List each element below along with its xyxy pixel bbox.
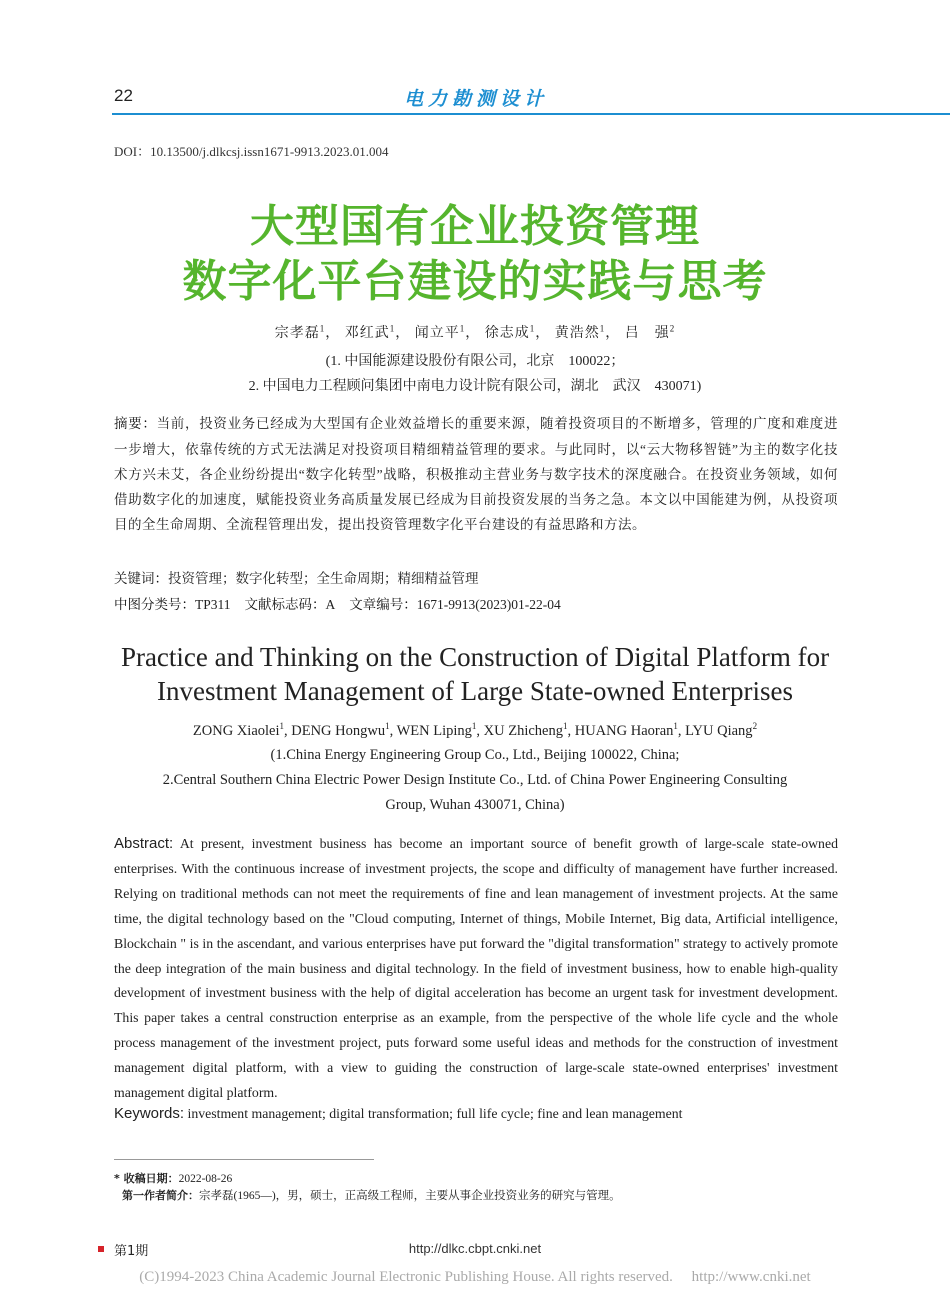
author-zh-sup: 1 (319, 323, 326, 334)
page-number: 22 (114, 86, 133, 105)
article-no-label: 文章编号： (349, 597, 417, 613)
received-value: 2022-08-26 (178, 1173, 233, 1185)
clc-label: 中图分类号： (114, 597, 195, 613)
doc-code-label: 文献标志码： (244, 597, 326, 613)
first-author-label: 第一作者简介： (122, 1189, 199, 1202)
author-zh: 闻立平 (414, 326, 460, 341)
title-zh-line-1: 大型国有企业投资管理 (250, 201, 700, 252)
author-zh: 黄浩然 (554, 326, 600, 341)
classification-line (114, 593, 561, 613)
authors-zh: 宗孝磊$^1$， 邓红武$^1$， 闻立平$^1$， 徐志成$^1$， 黄浩然$^1$， 吕 强$^2$ (274, 323, 676, 341)
footnote-rule (114, 1159, 374, 1160)
footer-url[interactable]: http://dlkc.cbpt.cnki.net (408, 1241, 542, 1256)
title-zh-line-2: 数字化平台建设的实践与思考 (182, 256, 768, 307)
author-en: XU Zhicheng (483, 722, 563, 739)
affiliation-en-3: Group, Wuhan 430071, China) (385, 797, 565, 813)
author-en: HUANG Haoran (574, 722, 674, 739)
keywords-zh-label: 关键词： (114, 571, 168, 587)
author-en-sup: 1 (471, 721, 477, 731)
article-no-value: 1671-9913(2023)01-22-04 (416, 597, 561, 612)
first-author-value: 宗孝磊(1965—)，男，硕士，正高级工程师，主要从事企业投资业务的研究与管理。 (199, 1190, 621, 1202)
authors-en: ZONG Xiaolei$^1$, DENG Hongwu$^1$, WEN Liping$^1$, XU Zhicheng$^1$, HUANG Haoran$^1$, LYU Qiang$^2$ (192, 721, 758, 739)
author-en-sup: 1 (673, 721, 678, 731)
keywords-en-label: Keywords: (114, 1105, 185, 1122)
author-zh: 邓红武 (344, 326, 390, 341)
keywords-en-text: investment management; digital transformation; full life cycle; fine and lean management (187, 1106, 683, 1121)
author-zh: 吕 强 (624, 326, 670, 341)
affiliation-en-1: (1.China Energy Engineering Group Co., Ltd., Beijing 100022, China; (270, 747, 680, 763)
author-en: DENG Hongwu (291, 722, 386, 739)
footnote-received (114, 1170, 232, 1186)
abstract-zh-label: 摘要： (114, 416, 157, 432)
title-en-line-1: Practice and Thinking on the Construction of Digital Platform for (120, 642, 830, 672)
footnote-first-author (122, 1187, 621, 1203)
keywords-zh-text: 投资管理；数字化转型；全生命周期；精细精益管理 (168, 571, 479, 586)
author-en-sup: 1 (279, 721, 284, 731)
issue-number: 第1期 (114, 1244, 149, 1259)
keywords-en (114, 1105, 682, 1122)
abstract-en-text: At present, investment business has become an important source of benefit growth of large-scale state-owned enterprises. With the continuous increase of investment projects, the scope and difficulty of management have further increased. Relying on traditional methods can not meet the requirements of fine and lean management of investment projects. At the same time, the digital technology based on the "Cloud computing, Internet of things, Mobile Internet, Big data, Artificial intelligence, Blockchain " is in the ascendant, and various enterprises have put forward the "digital transformation" strategy to actively promote the deep integration of the main business and digital technology. In the field of investment business, how to enable high-quality development of investment business with the help of digital acceleration has become an urgent task for investment development. This paper takes a central construction enterprise as an example, from the perspective of the whole life cycle and the whole process management of the investment project, puts forward some useful ideas and methods for the construction of investment management digital platform, with a view to guiding the construction of large-scale state-owned enterprises' investment management digital platform. (114, 836, 838, 1101)
author-zh-sup: 1 (389, 323, 396, 334)
doc-code-value: A (325, 597, 336, 612)
journal-name: 电力勘测设计 (404, 88, 549, 110)
author-en-sup: 2 (752, 721, 758, 731)
title-en-line-2: Investment Management of Large State-owned Enterprises (156, 676, 794, 706)
author-zh-sup: 2 (669, 323, 676, 334)
abstract-zh-text: 当前，投资业务已经成为大型国有企业效益增长的重要来源，随着投资项目的不断增多，管理的广度和难度进一步增大，依靠传统的方式无法满足对投资项目精细精益管理的要求。与此同时，以“云大物移智链”为主的数字化技术方兴未艾，各企业纷纷提出“数字化转型”战略，积极推动主营业务与数字技术的深度融合。在投资业务领域，如何借助数字化的加速度，赋能投资业务高质量发展已经成为目前投资发展的当务之急。本文以中国能建为例，从投资项目的全生命周期、全流程管理出发，提出投资管理数字化平台建设的有益思路和方法。 (114, 416, 839, 532)
abstract-en-label: Abstract: (114, 835, 174, 852)
received-label: * 收稿日期： (114, 1172, 179, 1185)
author-zh-sup: 1 (459, 323, 466, 334)
affiliation-zh-2: 2. 中国电力工程顾问集团中南电力设计院有限公司，湖北 武汉 430071) (248, 379, 702, 394)
copyright-watermark: (C)1994-2023 China Academic Journal Electronic Publishing House. All rights reserved. http://www.cnki.net (139, 1269, 811, 1285)
author-en: WEN Liping (396, 722, 472, 739)
author-zh: 徐志成 (484, 326, 530, 341)
doi: DOI：10.13500/j.dlkcsj.issn1671-9913.2023.01.004 (114, 144, 389, 159)
author-zh: 宗孝磊 (274, 326, 320, 341)
author-en: LYU Qiang (685, 722, 753, 739)
abstract-en (114, 832, 838, 1106)
author-en-sup: 1 (562, 721, 568, 731)
clc-value: TP311 (195, 597, 231, 612)
author-zh-sup: 1 (599, 323, 606, 334)
affiliation-zh-1: (1. 中国能源建设股份有限公司，北京 100022； (325, 354, 625, 369)
author-en: ZONG Xiaolei (192, 722, 280, 739)
keywords-zh (114, 567, 479, 587)
header-rule (112, 113, 950, 115)
author-en-sup: 1 (385, 721, 390, 731)
author-zh-sup: 1 (529, 323, 536, 334)
affiliation-en-2: 2.Central Southern China Electric Power Design Institute Co., Ltd. of China Power Engineering Consulting (162, 772, 788, 788)
abstract-zh (114, 411, 838, 537)
